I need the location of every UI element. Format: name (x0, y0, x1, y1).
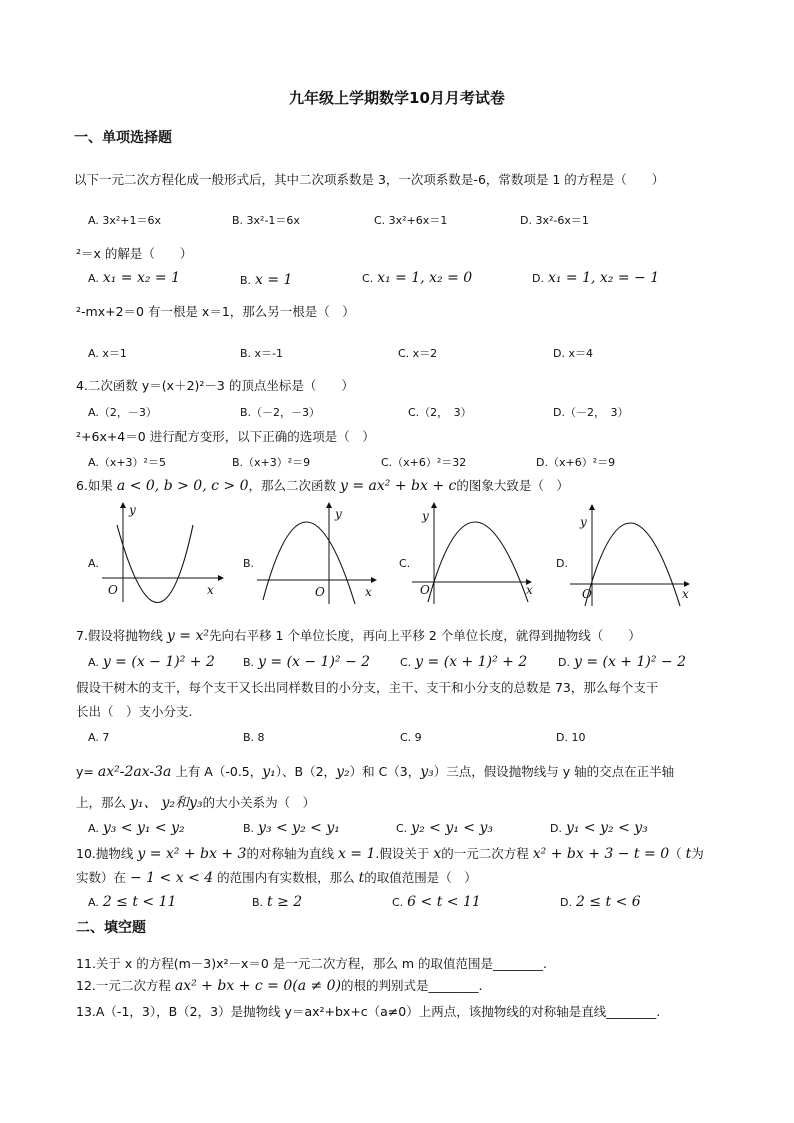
q8-option-d[interactable]: D. 10 (556, 731, 586, 744)
q5-option-a[interactable]: A.（x+3）²＝5 (88, 456, 166, 469)
q3-option-b[interactable]: B. x＝-1 (240, 347, 284, 360)
q4-option-c[interactable]: C.（2， 3） (408, 406, 472, 419)
q6-graph-c-origin: O (420, 583, 430, 597)
q6-graph-b-label[interactable]: B. (243, 557, 255, 570)
q6-graph-b[interactable] (255, 500, 380, 605)
q3-option-a[interactable]: A. x＝1 (88, 347, 127, 360)
q4-option-d[interactable]: D.（－2， 3） (553, 406, 629, 419)
q8-option-b[interactable]: B. 8 (243, 731, 265, 744)
question-10-stem-line1: 10.抛物线 y = x² + bx + 3的对称轴为直线 x = 1.假设关于 x的一元二次方程 x² + bx + 3 − t = 0（ t为 (76, 846, 704, 862)
page-title: 九年级上学期数学10月月考试卷 (289, 89, 505, 107)
q9-option-b[interactable]: B. y₃ < y₂ < y₁ (243, 820, 340, 836)
question-9-stem-line2: 上，那么 y₁、 y₂和y₃的大小关系为（ ） (76, 795, 316, 811)
question-8-stem-line1: 假设干树木的支干，每个支干又长出同样数目的小分支，主干、支干和小分支的总数是 73，那么每个支干 (76, 680, 659, 695)
q10-option-c[interactable]: C. 6 < t < 11 (392, 894, 481, 910)
q6-graph-b-x-label: x (365, 585, 372, 599)
q2-option-c[interactable]: C. x₁ = 1, x₂ = 0 (362, 270, 473, 286)
q6-graph-a-y-label: y (129, 503, 136, 517)
section-heading-fill: 二、填空题 (76, 920, 146, 936)
q8-option-a[interactable]: A. 7 (88, 731, 110, 744)
q6-graph-d[interactable] (568, 500, 693, 608)
question-12: 12.一元二次方程 ax² + bx + c = 0(a ≠ 0)的根的判别式是________. (76, 978, 483, 994)
q5-option-d[interactable]: D.（x+6）²＝9 (536, 456, 616, 469)
q6-graph-c[interactable] (410, 500, 535, 605)
question-8-stem-line2: 长出（ ）支小分支. (76, 704, 193, 719)
q6-graph-a-x-label: x (207, 583, 214, 597)
q3-option-d[interactable]: D. x＝4 (553, 347, 593, 360)
q1-option-c[interactable]: C. 3x²+6x＝1 (374, 214, 448, 227)
q1-option-d[interactable]: D. 3x²-6x＝1 (520, 214, 589, 227)
q10-option-d[interactable]: D. 2 ≤ t < 6 (560, 894, 641, 910)
q1-option-b[interactable]: B. 3x²-1＝6x (232, 214, 300, 227)
question-13: 13.A（-1，3），B（2，3）是抛物线 y＝ax²+bx+c（a≠0）上两点，该抛物线的对称轴是直线________. (76, 1004, 661, 1019)
q7-option-c[interactable]: C. y = (x + 1)² + 2 (400, 654, 528, 670)
q3-option-c[interactable]: C. x＝2 (398, 347, 438, 360)
q6-graph-b-origin: O (315, 585, 325, 599)
q6-graph-d-origin: O (582, 587, 592, 601)
q6-graph-c-y-label: y (422, 509, 429, 523)
question-1-stem: 以下一元二次方程化成一般形式后，其中二次项系数是 3，一次项系数是-6，常数项是 1 的方程是（ ） (74, 172, 665, 187)
q10-option-b[interactable]: B. t ≥ 2 (252, 894, 303, 910)
q6-graph-c-label[interactable]: C. (399, 557, 411, 570)
question-2-stem: ²＝x 的解是（ ） (76, 246, 193, 261)
q6-graph-a-label[interactable]: A. (88, 557, 99, 570)
q7-option-d[interactable]: D. y = (x + 1)² − 2 (558, 654, 687, 670)
question-5-stem: ²+6x+4＝0 进行配方变形，以下正确的选项是（ ） (76, 429, 375, 444)
q5-option-b[interactable]: B.（x+3）²＝9 (232, 456, 311, 469)
q6-graph-d-y-label: y (580, 515, 587, 529)
q4-option-a[interactable]: A.（2，－3） (88, 406, 157, 419)
q4-option-b[interactable]: B.（－2，－3） (240, 406, 321, 419)
question-4-stem: 4.二次函数 y＝(x＋2)²－3 的顶点坐标是（ ） (76, 378, 354, 393)
q6-graph-d-label[interactable]: D. (556, 557, 568, 570)
section-heading-choice: 一、单项选择题 (74, 130, 172, 146)
q10-option-a[interactable]: A. 2 ≤ t < 11 (88, 894, 177, 910)
q2-option-d[interactable]: D. x₁ = 1, x₂ = − 1 (532, 270, 660, 286)
question-3-stem: ²-mx+2＝0 有一根是 x＝1，那么另一根是（ ） (76, 304, 355, 319)
q6-graph-a[interactable] (100, 500, 225, 605)
question-10-stem-line2: 实数）在 − 1 < x < 4 的范围内有实数根，那么 t的取值范围是（ ） (76, 870, 477, 886)
q6-graph-b-y-label: y (335, 507, 342, 521)
q9-option-c[interactable]: C. y₂ < y₁ < y₃ (396, 820, 493, 836)
q6-graph-c-x-label: x (526, 583, 533, 597)
question-6-stem: 6.如果 a < 0, b > 0, c > 0，那么二次函数 y = ax² + bx + c的图象大致是（ ） (76, 478, 569, 494)
q6-graph-a-origin: O (108, 583, 118, 597)
q2-option-a[interactable]: A. x₁ = x₂ = 1 (88, 270, 180, 286)
question-7-stem: 7.假设将抛物线 y = x²先向右平移 1 个单位长度，再向上平移 2 个单位长度，就得到抛物线（ ） (76, 628, 641, 644)
q2-option-b[interactable]: B. x = 1 (240, 272, 293, 288)
q9-option-d[interactable]: D. y₁ < y₂ < y₃ (550, 820, 648, 836)
question-9-stem-line1: y= ax²-2ax-3a 上有 A（-0.5，y₁）、B（2，y₂）和 C（3，y₃）三点，假设抛物线与 y 轴的交点在正半轴 (76, 764, 675, 780)
q7-option-a[interactable]: A. y = (x − 1)² + 2 (88, 654, 215, 670)
q5-option-c[interactable]: C.（x+6）²＝32 (381, 456, 467, 469)
q9-option-a[interactable]: A. y₃ < y₁ < y₂ (88, 820, 185, 836)
q1-option-a[interactable]: A. 3x²+1＝6x (88, 214, 161, 227)
question-11: 11.关于 x 的方程(m－3)x²－x＝0 是一元二次方程，那么 m 的取值范围是________. (76, 956, 547, 971)
q6-graph-d-x-label: x (682, 587, 689, 601)
q8-option-c[interactable]: C. 9 (400, 731, 422, 744)
q7-option-b[interactable]: B. y = (x − 1)² − 2 (243, 654, 371, 670)
